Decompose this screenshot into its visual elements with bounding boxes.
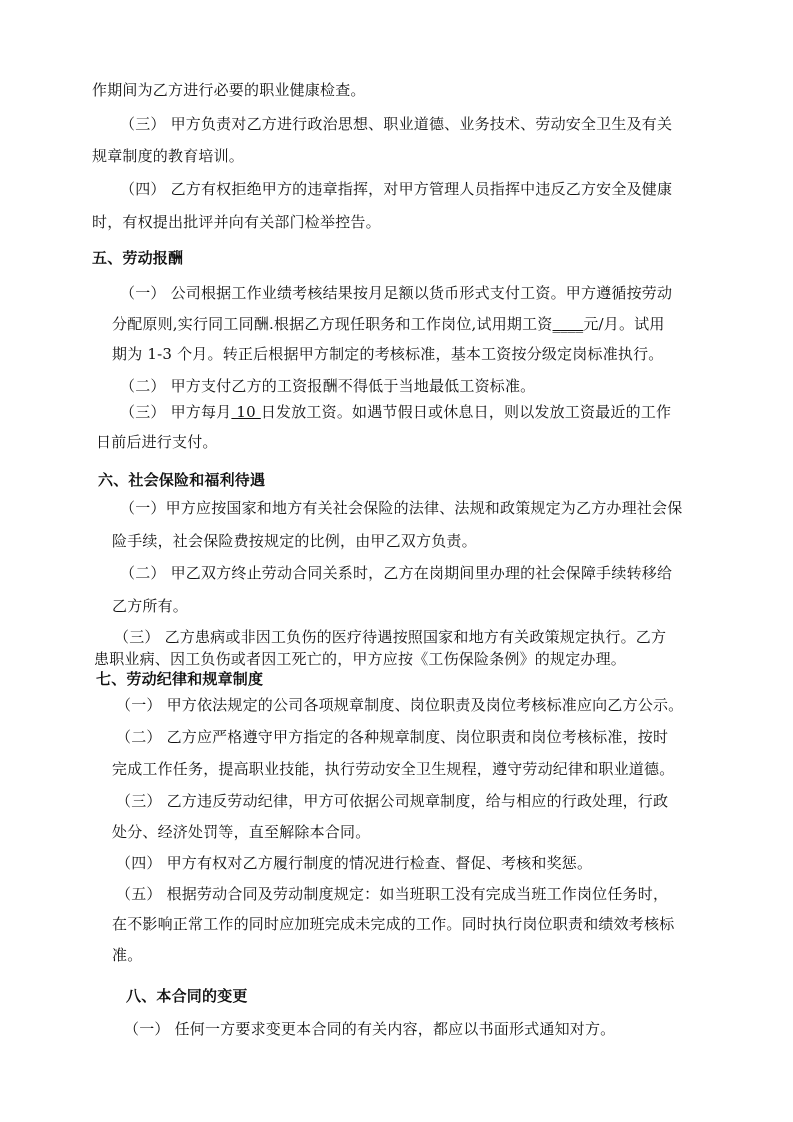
text-line: （二） 甲方支付乙方的工资报酬不得低于当地最低工资标准。 xyxy=(120,377,536,395)
text-line: （四） 乙方有权拒绝甲方的违章指挥，对甲方管理人员指挥中违反乙方安全及健康 xyxy=(120,180,673,198)
section-heading-8: 八、本合同的变更 xyxy=(126,987,248,1005)
text-line: （一） 公司根据工作业绩考核结果按月足额以货币形式支付工资。甲方遵循按劳动 xyxy=(120,284,673,302)
text-line: 时，有权提出批评并向有关部门检举控告。 xyxy=(92,213,381,231)
text-line: 作期间为乙方进行必要的职业健康检查。 xyxy=(92,81,366,99)
section-heading-7: 七、劳动纪律和规章制度 xyxy=(96,670,264,688)
text-line: 规章制度的教育培训。 xyxy=(92,147,245,165)
section-heading-6: 六、社会保险和福利待遇 xyxy=(98,471,266,489)
text-line: （三） 乙方患病或非因工负伤的医疗待遇按照国家和地方有关政策规定执行。乙方 xyxy=(114,628,667,646)
pay-day-field: 10 xyxy=(231,403,261,421)
text-segment: （三） 甲方每月 xyxy=(120,403,232,421)
text-line: 处分、经济处罚等，直至解除本合同。 xyxy=(112,823,371,841)
text-line: （二） 甲乙双方终止劳动合同关系时，乙方在岗期间里办理的社会保障手续转移给 xyxy=(120,564,673,582)
text-line: （三） 乙方违反劳动纪律，甲方可依据公司规章制度，给与相应的行政处理，行政 xyxy=(116,792,669,810)
text-line: （四） 甲方有权对乙方履行制度的情况进行检查、督促、考核和奖惩。 xyxy=(116,854,593,872)
text-line: 完成工作任务，提高职业技能，执行劳动安全卫生规程，遵守劳动纪律和职业道德。 xyxy=(112,760,675,778)
text-line: （一）甲方应按国家和地方有关社会保险的法律、法规和政策规定为乙方办理社会保 xyxy=(120,499,683,517)
text-line xyxy=(120,402,671,422)
text-line: 期为 1-3 个月。转正后根据甲方制定的考核标准，基本工资按分级定岗标准执行。 xyxy=(112,345,664,363)
text-line: （一） 任何一方要求变更本合同的有关内容，都应以书面形式通知对方。 xyxy=(124,1020,616,1038)
text-line: （一） 甲方依法规定的公司各项规章制度、岗位职责及岗位考核标准应向乙方公示。 xyxy=(116,696,684,714)
text-line: 患职业病、因工负伤或者因工死亡的，甲方应按《工伤保险条例》的规定办理。 xyxy=(94,650,627,668)
text-line: 在不影响正常工作的同时应加班完成未完成的工作。同时执行岗位职责和绩效考核标 xyxy=(112,915,675,933)
text-line: （三） 甲方负责对乙方进行政治思想、职业道德、业务技术、劳动安全卫生及有关 xyxy=(120,115,673,133)
text-line: 乙方所有。 xyxy=(112,597,189,615)
text-segment: 元/月。试用 xyxy=(583,315,665,333)
text-line: 险手续，社会保险费按规定的比例，由甲乙双方负责。 xyxy=(112,532,477,550)
text-line: 日前后进行支付。 xyxy=(96,433,218,451)
text-line: （五） 根据劳动合同及劳动制度规定：如当班职工没有完成当班工作岗位任务时， xyxy=(116,885,669,903)
blank-field: ____ xyxy=(552,315,584,333)
text-line: （二） 乙方应严格遵守甲方指定的各种规章制度、岗位职责和岗位考核标准，按时 xyxy=(116,728,669,746)
text-segment: 分配原则,实行同工同酬.根据乙方现任职务和工作岗位,试用期工资 xyxy=(112,315,553,333)
text-line xyxy=(112,314,665,334)
section-heading-5: 五、劳动报酬 xyxy=(92,249,184,267)
text-segment: 日发放工资。如遇节假日或休息日，则以发放工资最近的工作 xyxy=(260,403,672,421)
text-line: 准。 xyxy=(112,946,143,964)
